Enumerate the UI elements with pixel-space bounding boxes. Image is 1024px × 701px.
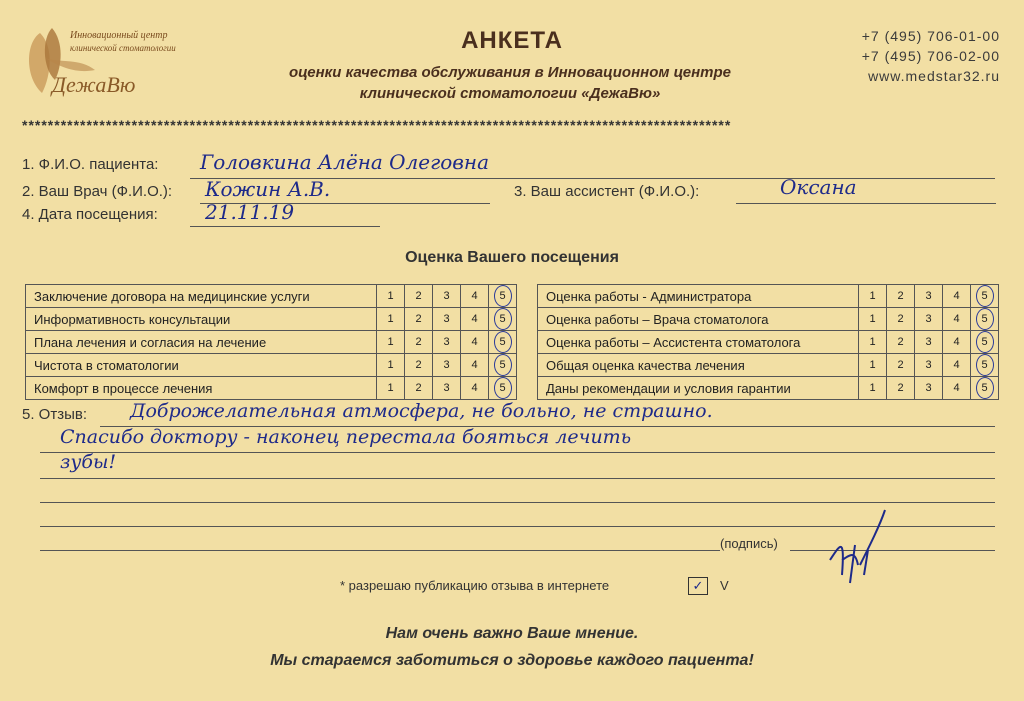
rating-option-5[interactable] bbox=[971, 331, 999, 354]
rating-option-value: 4 bbox=[471, 382, 478, 394]
rating-row bbox=[538, 331, 999, 354]
footer-line2: Мы стараемся заботиться о здоровье каждого пациента! bbox=[270, 652, 754, 669]
rating-option-4[interactable] bbox=[943, 377, 971, 400]
rating-option-5[interactable] bbox=[971, 377, 999, 400]
rating-option-value: 3 bbox=[925, 313, 932, 325]
rating-option-value: 3 bbox=[443, 336, 450, 348]
rating-row bbox=[538, 285, 999, 308]
rating-row bbox=[26, 285, 517, 308]
assistant-value[interactable]: Оксана bbox=[780, 175, 857, 199]
rating-option-4[interactable] bbox=[461, 331, 489, 354]
rating-option-value: 3 bbox=[443, 382, 450, 394]
review-text-line2[interactable]: Спасибо доктору - наконец перестала бояться лечить bbox=[60, 426, 632, 448]
rating-option-5[interactable] bbox=[489, 354, 517, 377]
rating-option-2[interactable] bbox=[887, 308, 915, 331]
doctor-label: 2. Ваш Врач (Ф.И.О.): bbox=[22, 183, 173, 200]
rating-label: Заключение договора на медицинские услуги bbox=[26, 285, 377, 308]
rating-option-5[interactable] bbox=[489, 377, 517, 400]
rating-option-value: 3 bbox=[925, 359, 932, 371]
rating-option-5[interactable] bbox=[489, 285, 517, 308]
signature-label: (подпись) bbox=[720, 536, 778, 551]
rating-label: Оценка работы – Ассистента стоматолога bbox=[538, 331, 859, 354]
rating-option-value: 3 bbox=[925, 382, 932, 394]
rating-label: Оценка работы – Врача стоматолога bbox=[538, 308, 859, 331]
rating-option-4[interactable] bbox=[943, 331, 971, 354]
rating-option-value: 2 bbox=[415, 359, 422, 371]
rating-option-value: 1 bbox=[387, 336, 394, 348]
rating-option-value: 4 bbox=[953, 313, 960, 325]
rating-option-3[interactable] bbox=[433, 308, 461, 331]
rating-row bbox=[538, 354, 999, 377]
rating-option-4[interactable] bbox=[461, 308, 489, 331]
review-text-line3[interactable]: зубы! bbox=[60, 451, 117, 473]
rating-option-value: 5 bbox=[976, 377, 994, 399]
date-value[interactable]: 21.11.19 bbox=[205, 200, 295, 224]
phone-1: +7 (495) 706-01-00 bbox=[861, 28, 1000, 44]
rating-option-4[interactable] bbox=[461, 285, 489, 308]
website-link[interactable]: www.medstar32.ru bbox=[868, 68, 1000, 84]
signature-drawing bbox=[820, 505, 890, 585]
rating-option-value: 2 bbox=[897, 336, 904, 348]
rating-option-2[interactable] bbox=[405, 354, 433, 377]
rating-option-value: 1 bbox=[387, 382, 394, 394]
rating-option-1[interactable] bbox=[859, 331, 887, 354]
rating-option-3[interactable] bbox=[915, 308, 943, 331]
rating-label: Даны рекомендации и условия гарантии bbox=[538, 377, 859, 400]
rating-option-1[interactable] bbox=[859, 285, 887, 308]
rating-option-2[interactable] bbox=[405, 377, 433, 400]
review-line-4 bbox=[40, 502, 995, 503]
rating-option-value: 4 bbox=[471, 336, 478, 348]
rating-option-3[interactable] bbox=[915, 354, 943, 377]
ratings-table-right bbox=[537, 284, 999, 400]
rating-option-5[interactable] bbox=[489, 308, 517, 331]
rating-label: Плана лечения и согласия на лечение bbox=[26, 331, 377, 354]
rating-option-3[interactable] bbox=[433, 354, 461, 377]
rating-option-value: 3 bbox=[443, 359, 450, 371]
rating-option-5[interactable] bbox=[971, 354, 999, 377]
footer-line1: Нам очень важно Ваше мнение. bbox=[385, 625, 639, 642]
rating-row bbox=[538, 377, 999, 400]
subtitle-line1: оценки качества обслуживания в Инновационном центре bbox=[288, 64, 731, 81]
review-line-3 bbox=[40, 478, 995, 479]
logo-text-line1: Инновационный центр bbox=[70, 30, 168, 41]
rating-option-value: 2 bbox=[415, 313, 422, 325]
rating-row bbox=[538, 308, 999, 331]
rating-option-4[interactable] bbox=[461, 354, 489, 377]
rating-option-4[interactable] bbox=[943, 308, 971, 331]
date-line bbox=[190, 226, 380, 227]
rating-option-2[interactable] bbox=[887, 354, 915, 377]
rating-option-1[interactable] bbox=[859, 377, 887, 400]
rating-option-value: 1 bbox=[869, 336, 876, 348]
rating-option-value: 4 bbox=[471, 313, 478, 325]
date-label: 4. Дата посещения: bbox=[22, 206, 158, 223]
rating-option-value: 4 bbox=[953, 336, 960, 348]
page-title: АНКЕТА bbox=[461, 27, 563, 54]
rating-option-1[interactable] bbox=[377, 377, 405, 400]
rating-option-3[interactable] bbox=[915, 331, 943, 354]
rating-option-5[interactable] bbox=[489, 331, 517, 354]
rating-label: Комфорт в процессе лечения bbox=[26, 377, 377, 400]
subtitle-line2: клинической стоматологии «ДежаВю» bbox=[359, 85, 661, 102]
rating-option-value: 3 bbox=[443, 290, 450, 302]
review-label: 5. Отзыв: bbox=[22, 406, 88, 423]
rating-option-3[interactable] bbox=[915, 285, 943, 308]
rating-option-1[interactable] bbox=[859, 308, 887, 331]
consent-checkbox[interactable]: ✓ bbox=[688, 577, 708, 595]
rating-option-4[interactable] bbox=[943, 354, 971, 377]
section-title: Оценка Вашего посещения bbox=[405, 249, 619, 266]
rating-option-1[interactable] bbox=[377, 285, 405, 308]
rating-option-2[interactable] bbox=[405, 308, 433, 331]
rating-option-5[interactable] bbox=[971, 285, 999, 308]
rating-option-4[interactable] bbox=[943, 285, 971, 308]
rating-option-value: 3 bbox=[925, 290, 932, 302]
rating-option-3[interactable] bbox=[433, 331, 461, 354]
review-text-line1[interactable]: Доброжелательная атмосфера, не больно, не страшно. bbox=[130, 400, 713, 422]
patient-label: 1. Ф.И.О. пациента: bbox=[22, 156, 159, 173]
rating-option-value: 5 bbox=[976, 308, 994, 330]
rating-option-value: 4 bbox=[953, 359, 960, 371]
rating-option-value: 2 bbox=[415, 290, 422, 302]
rating-option-value: 2 bbox=[415, 382, 422, 394]
rating-option-5[interactable] bbox=[971, 308, 999, 331]
page-subtitle bbox=[200, 62, 820, 104]
consent-letter: V bbox=[720, 578, 729, 593]
review-line-6 bbox=[40, 550, 720, 551]
consent-label: * разрешаю публикацию отзыва в интернете bbox=[340, 578, 610, 593]
rating-option-2[interactable] bbox=[405, 331, 433, 354]
rating-option-value: 2 bbox=[897, 359, 904, 371]
rating-row bbox=[26, 354, 517, 377]
rating-option-value: 1 bbox=[869, 290, 876, 302]
rating-row bbox=[26, 331, 517, 354]
rating-option-value: 1 bbox=[387, 359, 394, 371]
rating-option-value: 4 bbox=[953, 290, 960, 302]
rating-option-value: 4 bbox=[471, 290, 478, 302]
star-divider: ************************************************************************************************************** bbox=[22, 117, 732, 133]
rating-option-value: 3 bbox=[925, 336, 932, 348]
rating-option-2[interactable] bbox=[887, 285, 915, 308]
contacts bbox=[820, 26, 1000, 86]
rating-option-value: 1 bbox=[869, 313, 876, 325]
rating-option-value: 2 bbox=[415, 336, 422, 348]
rating-option-value: 5 bbox=[976, 331, 994, 353]
rating-option-value: 1 bbox=[869, 382, 876, 394]
rating-option-2[interactable] bbox=[887, 377, 915, 400]
rating-option-3[interactable] bbox=[915, 377, 943, 400]
rating-row bbox=[26, 377, 517, 400]
doctor-value[interactable]: Кожин А.В. bbox=[205, 177, 331, 201]
rating-option-value: 3 bbox=[443, 313, 450, 325]
rating-option-value: 5 bbox=[494, 285, 512, 307]
assistant-label: 3. Ваш ассистент (Ф.И.О.): bbox=[514, 183, 700, 200]
rating-row bbox=[26, 308, 517, 331]
rating-option-1[interactable] bbox=[377, 308, 405, 331]
rating-option-2[interactable] bbox=[887, 331, 915, 354]
rating-option-value: 1 bbox=[387, 290, 394, 302]
rating-label: Общая оценка качества лечения bbox=[538, 354, 859, 377]
rating-option-value: 5 bbox=[494, 308, 512, 330]
logo-name: ДежаВю bbox=[52, 72, 136, 97]
rating-option-value: 2 bbox=[897, 382, 904, 394]
rating-option-value: 4 bbox=[953, 382, 960, 394]
rating-option-value: 4 bbox=[471, 359, 478, 371]
rating-option-value: 5 bbox=[494, 331, 512, 353]
rating-option-value: 5 bbox=[494, 377, 512, 399]
review-line-2 bbox=[40, 452, 995, 453]
rating-label: Оценка работы - Администратора bbox=[538, 285, 859, 308]
rating-option-1[interactable] bbox=[377, 354, 405, 377]
rating-option-3[interactable] bbox=[433, 377, 461, 400]
patient-value[interactable]: Головкина Алёна Олеговна bbox=[200, 150, 490, 174]
rating-option-3[interactable] bbox=[433, 285, 461, 308]
phone-2: +7 (495) 706-02-00 bbox=[861, 48, 1000, 64]
rating-option-value: 2 bbox=[897, 313, 904, 325]
rating-option-1[interactable] bbox=[859, 354, 887, 377]
logo-text-line2: клинической стоматологии bbox=[70, 43, 176, 53]
rating-option-value: 5 bbox=[494, 354, 512, 376]
rating-option-value: 5 bbox=[976, 354, 994, 376]
rating-option-4[interactable] bbox=[461, 377, 489, 400]
assistant-line bbox=[736, 203, 996, 204]
rating-option-value: 1 bbox=[387, 313, 394, 325]
rating-label: Чистота в стоматологии bbox=[26, 354, 377, 377]
ratings-table-left bbox=[25, 284, 517, 400]
rating-option-value: 5 bbox=[976, 285, 994, 307]
rating-option-value: 2 bbox=[897, 290, 904, 302]
rating-option-2[interactable] bbox=[405, 285, 433, 308]
rating-option-value: 1 bbox=[869, 359, 876, 371]
rating-option-1[interactable] bbox=[377, 331, 405, 354]
rating-label: Информативность консультации bbox=[26, 308, 377, 331]
